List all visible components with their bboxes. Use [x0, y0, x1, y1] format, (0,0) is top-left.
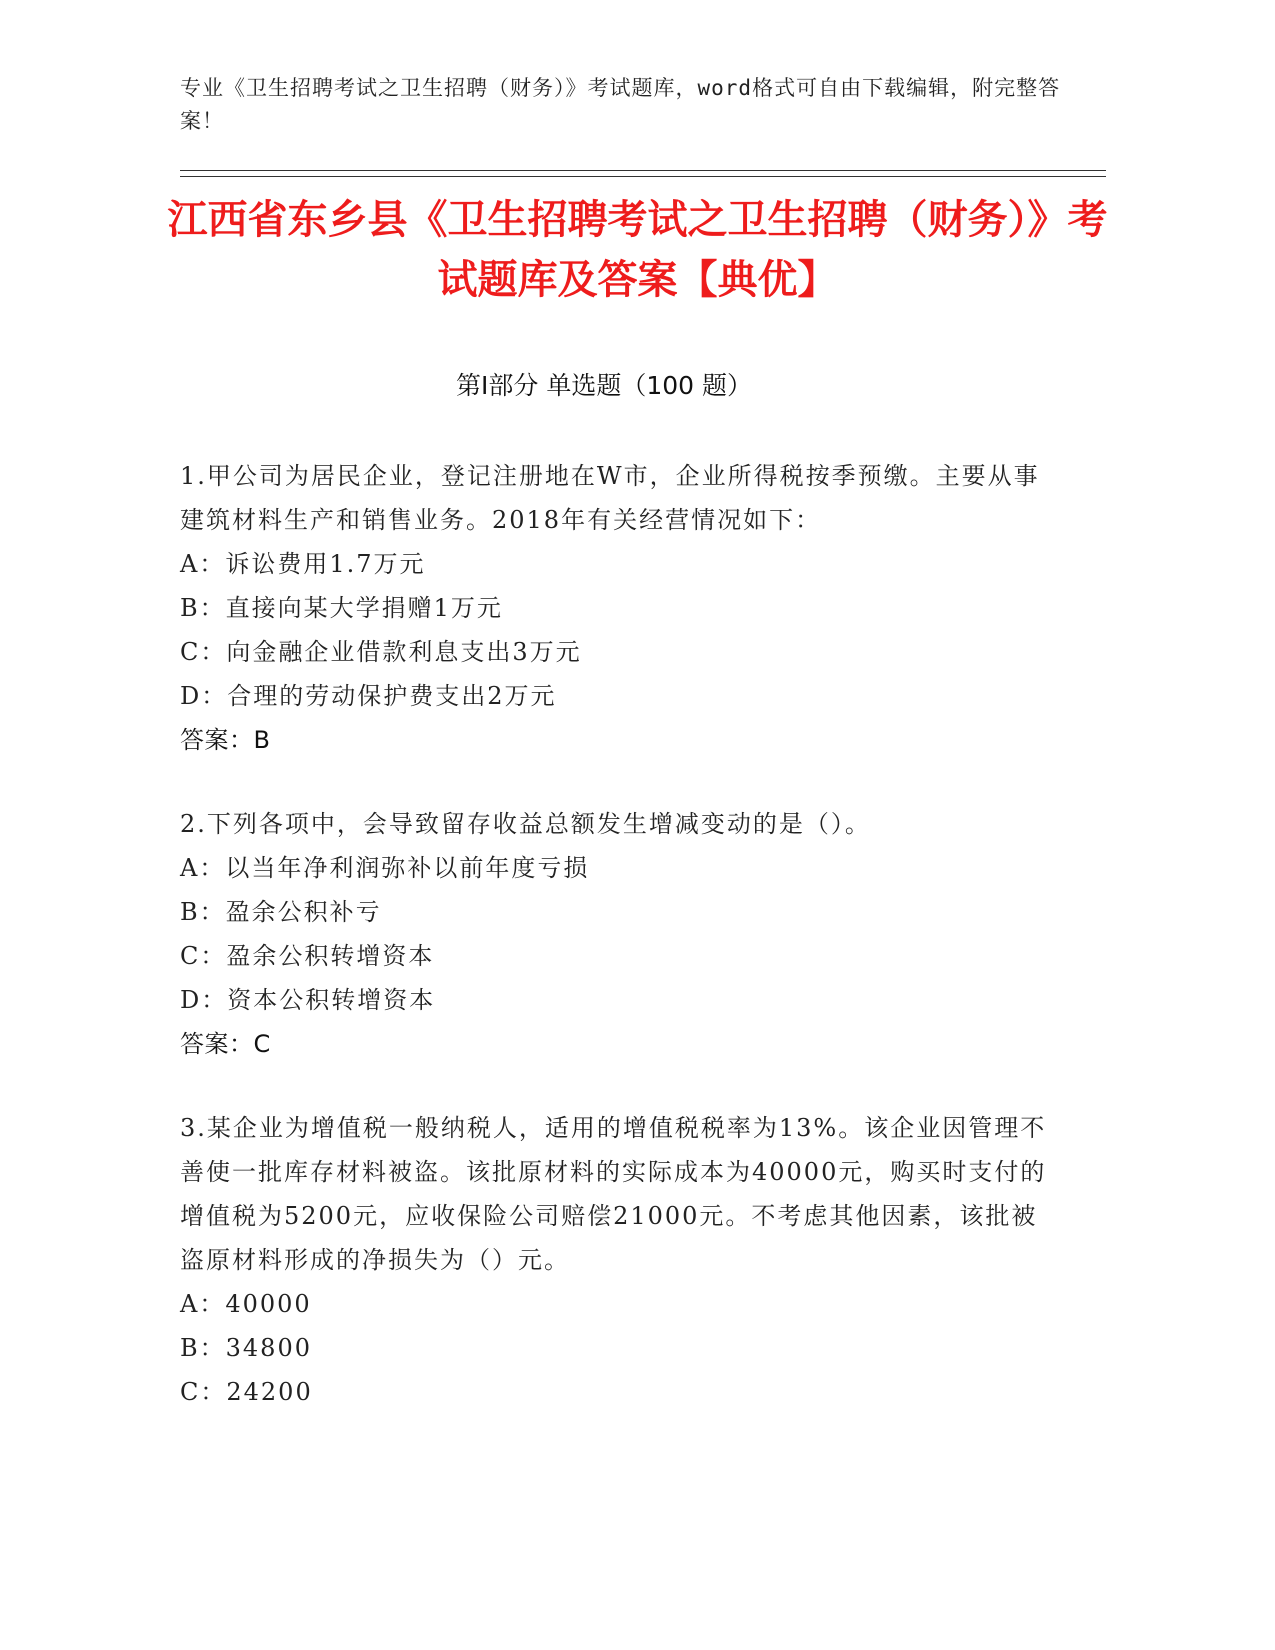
option-a: A：以当年净利润弥补以前年度亏损 [180, 854, 590, 882]
header-note: 专业《卫生招聘考试之卫生招聘（财务）》考试题库，word格式可自由下载编辑，附完整答案！ [180, 76, 1061, 133]
option-c: C：盈余公积转增资本 [180, 942, 435, 970]
option-d: D：合理的劳动保护费支出2万元 [180, 682, 557, 710]
header-divider-top [180, 170, 1106, 171]
section-title: 第Ⅰ部分 单选题（100 题） [456, 371, 752, 400]
question-stem: 3.某企业为增值税一般纳税人，适用的增值税税率为13%。该企业因管理不善使一批库存材料被盗。该批原材料的实际成本为40000元，购买时支付的增值税为5200元，应收保险公司赔偿21000元。不考虑其他因素，该批被盗原材料形成的净损失为（）元。 [180, 1114, 1047, 1274]
header-divider-bottom [180, 176, 1106, 177]
option-a: A：40000 [180, 1290, 312, 1318]
option-d: D：资本公积转增资本 [180, 986, 436, 1014]
answer: 答案：C [180, 1030, 271, 1058]
option-c: C：24200 [180, 1378, 313, 1406]
option-b: B：34800 [180, 1334, 312, 1362]
option-a: A：诉讼费用1.7万元 [180, 550, 426, 578]
option-c: C：向金融企业借款利息支出3万元 [180, 638, 582, 666]
option-b: B：直接向某大学捐赠1万元 [180, 594, 503, 622]
document-title: 江西省东乡县《卫生招聘考试之卫生招聘（财务）》考试题库及答案【典优】 [167, 197, 1108, 303]
question-stem: 1.甲公司为居民企业，登记注册地在W市，企业所得税按季预缴。主要从事建筑材料生产和销售业务。2018年有关经营情况如下： [180, 462, 1040, 534]
question-3 [180, 1106, 1050, 1414]
question-1 [180, 454, 1050, 762]
answer: 答案：B [180, 726, 271, 754]
question-2 [180, 802, 1050, 1066]
question-stem: 2.下列各项中，会导致留存收益总额发生增减变动的是（）。 [180, 810, 871, 838]
option-b: B：盈余公积补亏 [180, 898, 382, 926]
